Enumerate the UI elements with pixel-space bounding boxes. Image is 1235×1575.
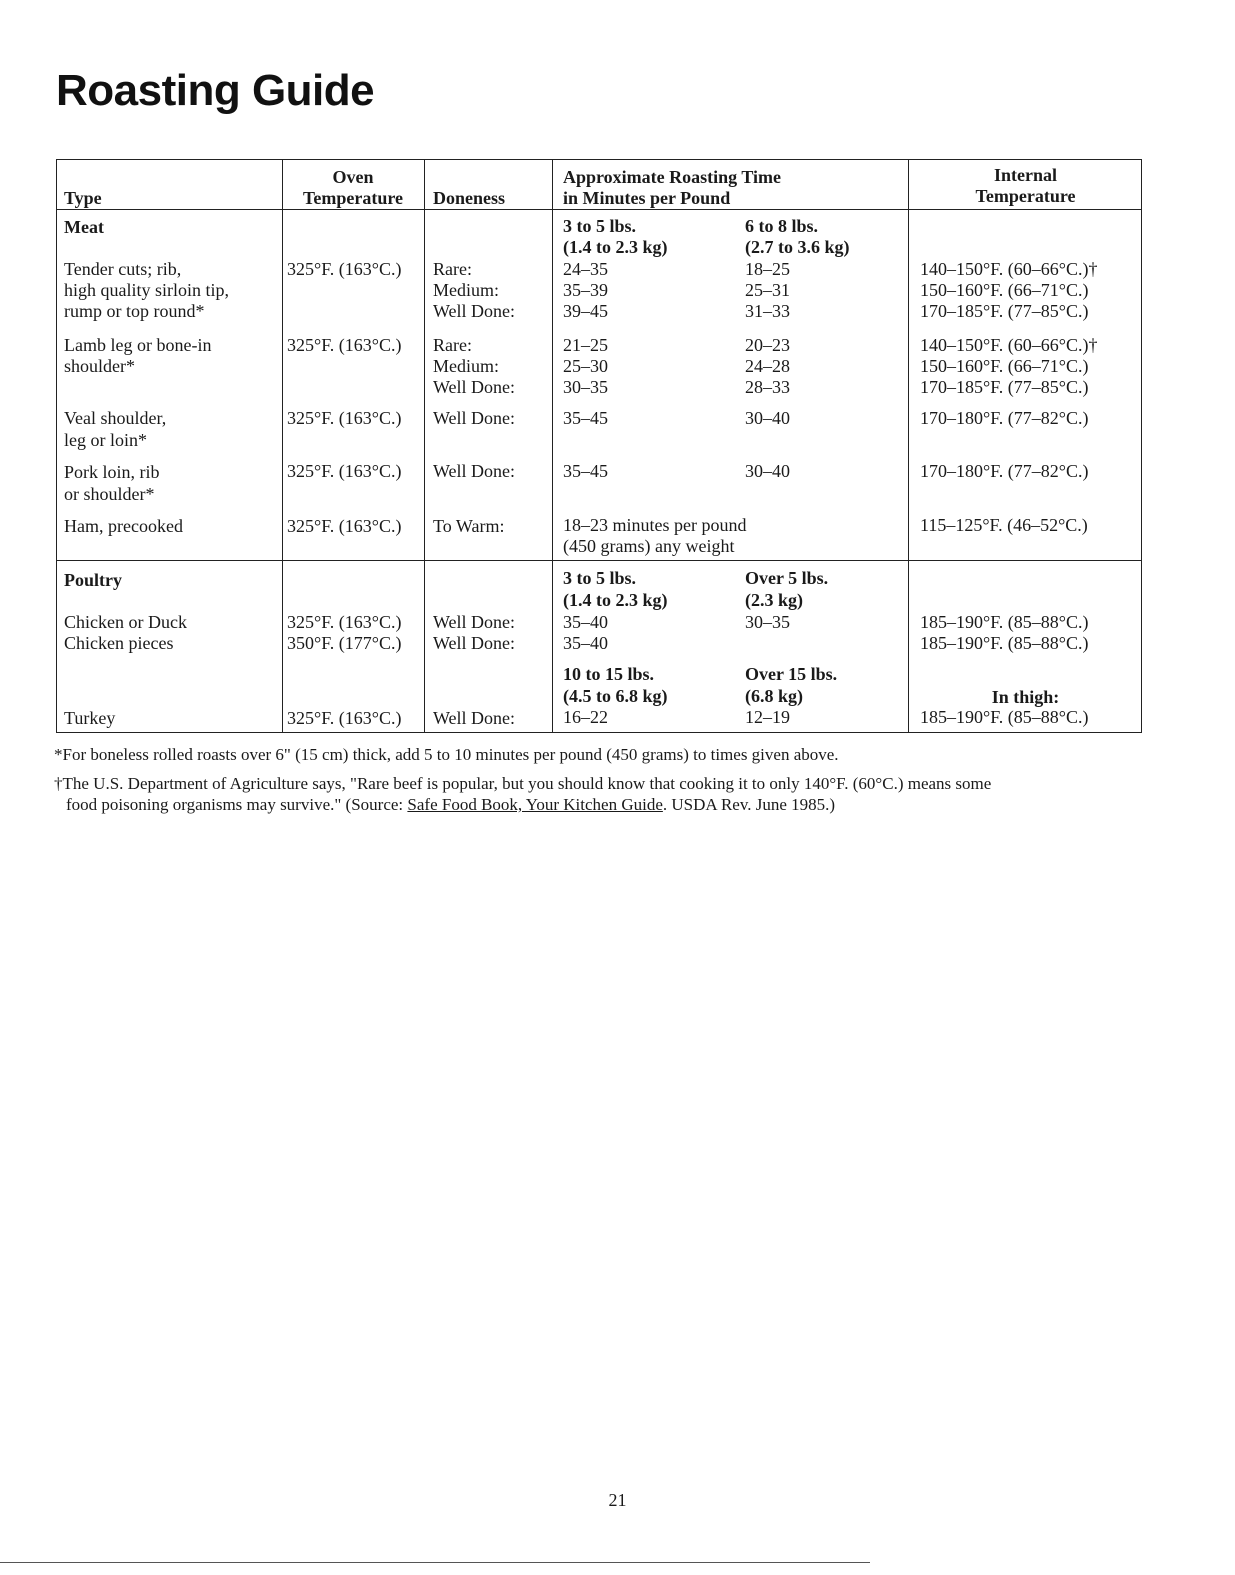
time-small: 35–39 [563, 280, 608, 300]
internal-temp: 140–150°F. (60–66°C.)† [920, 259, 1098, 279]
oven-temp: 325°F. (163°C.) [287, 335, 402, 355]
time-large: 30–35 [745, 612, 790, 632]
doneness: Medium: [433, 356, 499, 376]
doneness: Well Done: [433, 408, 516, 428]
time-small: 35–45 [563, 408, 608, 428]
row-type: shoulder* [64, 356, 135, 376]
weight-heading: Over 15 lbs. [745, 664, 838, 684]
row-type: Turkey [64, 708, 116, 728]
internal-temp: 170–180°F. (77–82°C.) [920, 408, 1089, 428]
footnote-dagger: †The U.S. Department of Agriculture says, "Rare beef is popular, but you should know that cooking it to only 140°F. (60°C.) means some [54, 774, 992, 793]
weight-heading: 6 to 8 lbs. [745, 216, 819, 236]
time-large: 20–23 [745, 335, 790, 355]
doneness: Well Done: [433, 633, 516, 653]
doneness: Medium: [433, 280, 499, 300]
column-divider [552, 160, 553, 732]
weight-heading: 3 to 5 lbs. [563, 568, 637, 588]
time-large: 24–28 [745, 356, 790, 376]
oven-temp: 325°F. (163°C.) [287, 408, 402, 428]
header-time-1: Approximate Roasting Time [563, 167, 782, 187]
doneness: Well Done: [433, 461, 516, 481]
oven-temp: 325°F. (163°C.) [287, 516, 402, 536]
time-small: 30–35 [563, 377, 608, 397]
doneness: Well Done: [433, 708, 516, 728]
header-time-2: in Minutes per Pound [563, 188, 731, 208]
page-title: Roasting Guide [56, 66, 375, 115]
internal-temp: 185–190°F. (85–88°C.) [920, 633, 1089, 653]
column-divider [282, 160, 283, 732]
weight-heading: (2.3 kg) [745, 590, 803, 610]
internal-temp: 150–160°F. (66–71°C.) [920, 280, 1089, 300]
time-small: 25–30 [563, 356, 608, 376]
time-small: 16–22 [563, 707, 608, 727]
internal-temp: 170–185°F. (77–85°C.) [920, 301, 1089, 321]
header-internal-2: Temperature [975, 186, 1076, 206]
time-note: 18–23 minutes per pound [563, 515, 747, 535]
time-small: 39–45 [563, 301, 608, 321]
doneness: Well Done: [433, 377, 516, 397]
oven-temp: 325°F. (163°C.) [287, 708, 402, 728]
row-type: Lamb leg or bone-in [64, 335, 212, 355]
row-type: Veal shoulder, [64, 408, 167, 428]
time-large: 30–40 [745, 408, 790, 428]
internal-temp: 170–180°F. (77–82°C.) [920, 461, 1089, 481]
column-divider [908, 160, 909, 732]
footnote-text: . USDA Rev. June 1985.) [662, 795, 836, 814]
weight-heading: (4.5 to 6.8 kg) [563, 686, 668, 706]
header-internal-1: Internal [994, 165, 1057, 185]
weight-heading: (6.8 kg) [745, 686, 803, 706]
page-bottom-rule [0, 1562, 870, 1563]
section-label-poultry: Poultry [64, 570, 122, 590]
weight-heading: (1.4 to 2.3 kg) [563, 590, 668, 610]
time-large: 31–33 [745, 301, 790, 321]
row-type: Chicken or Duck [64, 612, 187, 632]
internal-temp: 185–190°F. (85–88°C.) [920, 612, 1089, 632]
time-large: 18–25 [745, 259, 790, 279]
time-large: 30–40 [745, 461, 790, 481]
doneness: Rare: [433, 335, 472, 355]
weight-heading: (1.4 to 2.3 kg) [563, 237, 668, 257]
oven-temp: 350°F. (177°C.) [287, 633, 402, 653]
footnote-text: food poisoning organisms may survive." (Source: [66, 795, 408, 814]
header-oven-2: Temperature [303, 188, 403, 208]
doneness: Well Done: [433, 301, 516, 321]
header-divider [57, 209, 1141, 210]
source-title: Safe Food Book, Your Kitchen Guide [407, 795, 663, 814]
time-small: 24–35 [563, 259, 608, 279]
internal-temp: 140–150°F. (60–66°C.)† [920, 335, 1098, 355]
roasting-table [56, 159, 1142, 733]
time-large: 12–19 [745, 707, 790, 727]
row-type: high quality sirloin tip, [64, 280, 229, 300]
column-divider [424, 160, 425, 732]
weight-heading: 3 to 5 lbs. [563, 216, 637, 236]
internal-temp: 170–185°F. (77–85°C.) [920, 377, 1089, 397]
doneness: Rare: [433, 259, 472, 279]
header-doneness: Doneness [433, 188, 506, 208]
page-number: 21 [608, 1490, 627, 1510]
section-label-meat: Meat [64, 217, 104, 237]
doneness: To Warm: [433, 516, 505, 536]
time-large: 28–33 [745, 377, 790, 397]
time-small: 21–25 [563, 335, 608, 355]
internal-temp: 115–125°F. (46–52°C.) [920, 515, 1088, 535]
oven-temp: 325°F. (163°C.) [287, 461, 402, 481]
time-small: 35–40 [563, 612, 608, 632]
row-type: Pork loin, rib [64, 462, 160, 482]
time-note: (450 grams) any weight [563, 536, 735, 556]
weight-heading: 10 to 15 lbs. [563, 664, 655, 684]
row-type: Ham, precooked [64, 516, 183, 536]
footnote-star: *For boneless rolled roasts over 6" (15 cm) thick, add 5 to 10 minutes per pound (450 grams) to times given above. [54, 745, 839, 764]
header-oven-1: Oven [332, 167, 374, 187]
weight-heading: (2.7 to 3.6 kg) [745, 237, 850, 257]
row-type: leg or loin* [64, 430, 147, 450]
oven-temp: 325°F. (163°C.) [287, 259, 402, 279]
section-divider [57, 560, 1141, 561]
footnote-dagger-source [66, 794, 1166, 815]
row-type: rump or top round* [64, 301, 205, 321]
row-type: Tender cuts; rib, [64, 259, 182, 279]
header-type: Type [64, 188, 102, 208]
internal-temp: 150–160°F. (66–71°C.) [920, 356, 1089, 376]
row-type: or shoulder* [64, 484, 155, 504]
time-small: 35–40 [563, 633, 608, 653]
oven-temp: 325°F. (163°C.) [287, 612, 402, 632]
internal-temp: 185–190°F. (85–88°C.) [920, 707, 1089, 727]
time-large: 25–31 [745, 280, 790, 300]
time-small: 35–45 [563, 461, 608, 481]
row-type: Chicken pieces [64, 633, 174, 653]
internal-label: In thigh: [991, 687, 1060, 707]
weight-heading: Over 5 lbs. [745, 568, 829, 588]
doneness: Well Done: [433, 612, 516, 632]
